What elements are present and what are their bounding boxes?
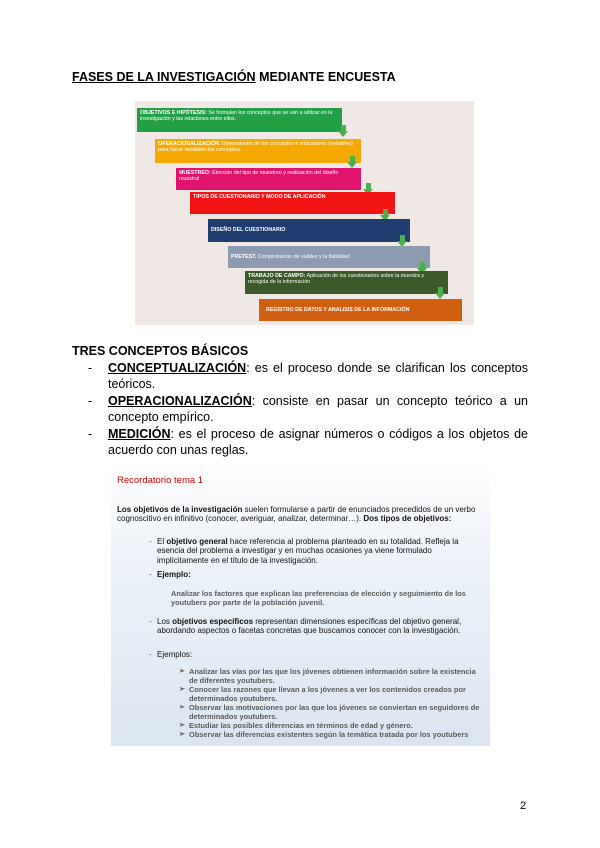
step-diseno: DISEÑO DEL CUESTIONARIO [208,219,410,242]
page-number: 2 [520,800,527,812]
list-item: ➢ Conocer las razones que llevan a los jóvenes a ver los contenidos creados por determinados youtubers. [179,685,466,703]
examples-list [179,667,485,739]
title-underlined: FASES DE LA INVESTIGACIÓN [72,70,256,84]
arrow-bullet-icon: ➢ [179,686,185,693]
reminder-box [111,467,490,746]
list-item: ➢ Observar las diferencias existentes según la temática tratada por los youtubers [179,730,469,739]
arrow-bullet-icon: ➢ [179,722,185,729]
list-item: - CONCEPTUALIZACIÓN: es el proceso donde se clarifican los conceptos teóricos. [88,361,528,391]
page-title [72,70,396,84]
reminder-intro: Los objetivos de la investigación suelen formularse a partir de enunciados precedidos de un verbo cognoscitivo en infinitivo (conocer, averiguar, analizar, determinar…). Dos tipos de objetivos: [117,505,476,524]
arrow-icon [435,287,445,299]
arrow-bullet-icon: ➢ [179,704,185,711]
phases-diagram [135,101,474,325]
step-objetivos: OBJETIVOS E HIPÓTESIS: Se formulan los conceptos que se van a utilizar en la investigación y las relaciones entre ellos. [137,108,342,132]
step-registro: REGISTRO DE DATOS Y ANALISIS DE LA INFORMACIÓN [259,299,462,321]
ejemplo-label: - Ejemplo: [149,570,191,579]
step-pretest: PRETEST. Comprobación de validez y la fiabilidad [228,246,430,268]
list-item: ➢ Observar las motivaciones por las que los jóvenes se conviertan en seguidores de determinados youtubers. [179,703,480,721]
arrow-bullet-icon: ➢ [179,731,185,738]
concepts-list [88,360,528,458]
ejemplos-label: - Ejemplos: [149,650,193,659]
reminder-title: Recordatorio tema 1 [117,475,204,486]
list-item: ➢ Estudiar las posibles diferencias en términos de edad y género. [179,721,413,730]
step-trabajo-campo: TRABAJO DE CAMPO: Aplicación de los cuestionarios sobre la muestra y recogida de la información [245,271,448,294]
list-item: ➢ Analizar las vías por las que los jóvenes obtienen información sobre la existencia de diferentes youtubers. [179,667,476,685]
ejemplo-text: Analizar los factores que explican las preferencias de elección y seguimiento de los youtubers por parte de la población juvenil. [171,589,466,607]
objetivo-general: - El objetivo general hace referencia al problema planteado en su totalidad. Refleja la esencia del problema a investigar y en muchas ocasiones ya viene formulado implícitamente en el título de la investigación. [149,537,459,565]
arrow-bullet-icon: ➢ [179,668,185,675]
list-item: - OPERACIONALIZACIÓN: consiste en pasar un concepto teórico a un concepto empírico. [88,394,528,424]
objetivos-especificos: - Los objetivos específicos representan dimensiones específicas del objetivo general, abordando aspectos o facetas concretas que buscamos conocer con la investigación. [149,617,462,636]
section-heading: TRES CONCEPTOS BÁSICOS [72,344,249,358]
step-muestreo: MUESTREO: Elección del tipo de muestreo y realización del diseño muestral [176,168,361,190]
step-operacionalizacion: OPERACIONALIZACIÓN. Dimensiones de los conceptos e indicadores (variables) para hacer medibles los conceptos. [155,139,361,163]
title-rest: MEDIANTE ENCUESTA [255,70,396,84]
list-item: - MEDICIÓN: es el proceso de asignar números o códigos a los objetos de acuerdo con unas reglas. [88,427,528,457]
arrow-icon [338,125,348,137]
step-tipos-cuestionario: TIPOS DE CUESTIONARIO Y MODO DE APLICACIÓN [190,192,395,214]
arrow-icon [347,156,357,168]
